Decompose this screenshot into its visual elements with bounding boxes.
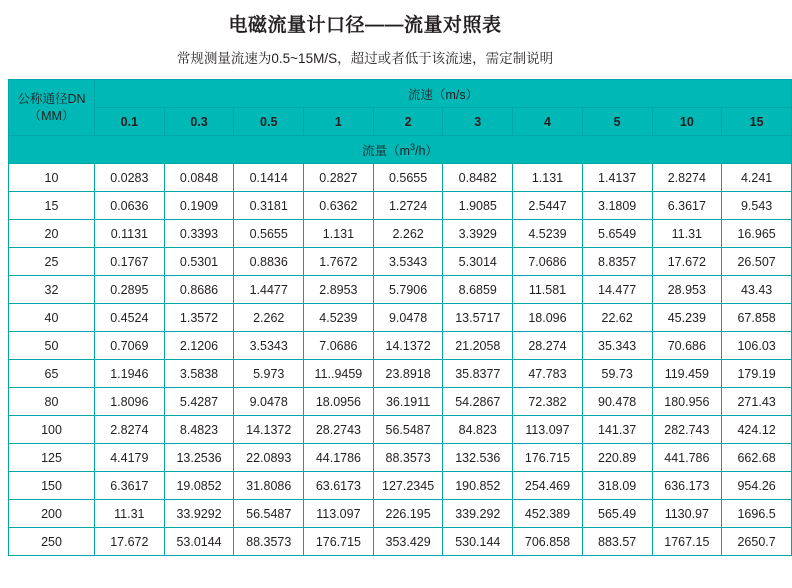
flow-value-cell: 0.5301 (164, 248, 234, 276)
table-row (9, 164, 792, 192)
flow-value-cell: 0.5655 (234, 220, 304, 248)
flow-value-cell: 2.8953 (304, 276, 374, 304)
speed-header-1: 0.3 (164, 108, 234, 136)
table-row (9, 304, 792, 332)
flow-unit-prefix: 流量（m (362, 143, 410, 158)
flow-value-cell: 2.262 (234, 304, 304, 332)
table-row (9, 220, 792, 248)
flow-value-cell: 59.73 (582, 360, 652, 388)
flow-value-cell: 636.173 (652, 472, 722, 500)
flow-value-cell: 5.7906 (373, 276, 443, 304)
flow-value-cell: 0.1414 (234, 164, 304, 192)
flow-value-cell: 2.5447 (513, 192, 583, 220)
flow-value-cell: 2.8274 (652, 164, 722, 192)
flow-value-cell: 530.144 (443, 528, 513, 556)
page-title: 电磁流量计口径——流量对照表 (228, 15, 502, 36)
flow-value-cell: 106.03 (722, 332, 792, 360)
dn-value-cell: 50 (9, 332, 95, 360)
dn-value-cell: 65 (9, 360, 95, 388)
dn-value-cell: 150 (9, 472, 95, 500)
flow-value-cell: 1130.97 (652, 500, 722, 528)
flow-value-cell: 3.5343 (373, 248, 443, 276)
flow-value-cell: 8.6859 (443, 276, 513, 304)
table-row (9, 248, 792, 276)
flow-value-cell: 28.953 (652, 276, 722, 304)
flow-value-cell: 0.0283 (95, 164, 165, 192)
flow-value-cell: 11..9459 (304, 360, 374, 388)
flow-value-cell: 5.4287 (164, 388, 234, 416)
flow-value-cell: 1.2724 (373, 192, 443, 220)
header-row-group (9, 80, 792, 108)
dn-header-line2: （MM） (28, 108, 75, 123)
flow-value-cell: 45.239 (652, 304, 722, 332)
flow-value-cell: 17.672 (652, 248, 722, 276)
flow-value-cell: 954.26 (722, 472, 792, 500)
speed-header-6: 4 (513, 108, 583, 136)
dn-value-cell: 10 (9, 164, 95, 192)
flow-value-cell: 2.1206 (164, 332, 234, 360)
flow-value-cell: 8.8357 (582, 248, 652, 276)
flow-value-cell: 180.956 (652, 388, 722, 416)
flow-value-cell: 11.31 (652, 220, 722, 248)
flow-unit-sup: 3 (409, 141, 415, 152)
speed-header-4: 2 (373, 108, 443, 136)
flow-value-cell: 0.8482 (443, 164, 513, 192)
flow-value-cell: 271.43 (722, 388, 792, 416)
flow-value-cell: 35.8377 (443, 360, 513, 388)
flow-value-cell: 9.543 (722, 192, 792, 220)
flow-value-cell: 1696.5 (722, 500, 792, 528)
flow-value-cell: 53.0144 (164, 528, 234, 556)
flow-value-cell: 13.2536 (164, 444, 234, 472)
flow-rate-table (8, 79, 792, 556)
dn-header-line1: 公称通径DN (17, 91, 86, 106)
flow-value-cell: 318.09 (582, 472, 652, 500)
flow-value-cell: 0.2895 (95, 276, 165, 304)
dn-value-cell: 25 (9, 248, 95, 276)
flow-value-cell: 1767.15 (652, 528, 722, 556)
flow-value-cell: 4.4179 (95, 444, 165, 472)
flow-value-cell: 6.3617 (652, 192, 722, 220)
header-row-speeds (9, 108, 792, 136)
dn-header-cell (9, 80, 95, 136)
flow-value-cell: 113.097 (304, 500, 374, 528)
page-subtitle: 常规测量流速为0.5~15M/S，超过或者低于该流速，需定制说明 (176, 51, 554, 66)
flow-value-cell: 1.8096 (95, 388, 165, 416)
table-row (9, 276, 792, 304)
flow-value-cell: 0.0636 (95, 192, 165, 220)
flow-value-cell: 9.0478 (373, 304, 443, 332)
flow-value-cell: 84.823 (443, 416, 513, 444)
speed-header-8: 10 (652, 108, 722, 136)
flow-value-cell: 0.1909 (164, 192, 234, 220)
flow-value-cell: 706.858 (513, 528, 583, 556)
flow-value-cell: 119.459 (652, 360, 722, 388)
speed-group-header: 流速（m/s） (95, 80, 792, 108)
table-row (9, 388, 792, 416)
table-row (9, 416, 792, 444)
flow-value-cell: 56.5487 (373, 416, 443, 444)
speed-header-3: 1 (304, 108, 374, 136)
flow-value-cell: 353.429 (373, 528, 443, 556)
flow-value-cell: 190.852 (443, 472, 513, 500)
flow-value-cell: 63.6173 (304, 472, 374, 500)
dn-value-cell: 15 (9, 192, 95, 220)
flow-value-cell: 28.2743 (304, 416, 374, 444)
flow-value-cell: 88.3573 (373, 444, 443, 472)
speed-header-5: 3 (443, 108, 513, 136)
dn-value-cell: 125 (9, 444, 95, 472)
flow-value-cell: 5.3014 (443, 248, 513, 276)
flow-value-cell: 90.478 (582, 388, 652, 416)
flow-value-cell: 1.7672 (304, 248, 374, 276)
flow-value-cell: 0.3393 (164, 220, 234, 248)
flow-value-cell: 1.9085 (443, 192, 513, 220)
speed-header-9: 15 (722, 108, 792, 136)
flow-value-cell: 21.2058 (443, 332, 513, 360)
flow-value-cell: 424.12 (722, 416, 792, 444)
flow-unit-suffix: /h） (415, 143, 438, 158)
flow-value-cell: 0.3181 (234, 192, 304, 220)
flow-value-cell: 7.0686 (304, 332, 374, 360)
dn-value-cell: 20 (9, 220, 95, 248)
table-row (9, 500, 792, 528)
flow-value-cell: 282.743 (652, 416, 722, 444)
flow-value-cell: 9.0478 (234, 388, 304, 416)
dn-value-cell: 80 (9, 388, 95, 416)
dn-value-cell: 32 (9, 276, 95, 304)
flow-value-cell: 14.1372 (373, 332, 443, 360)
flow-value-cell: 26.507 (722, 248, 792, 276)
flow-value-cell: 33.9292 (164, 500, 234, 528)
flow-value-cell: 7.0686 (513, 248, 583, 276)
flow-value-cell: 4.5239 (513, 220, 583, 248)
flow-value-cell: 662.68 (722, 444, 792, 472)
flow-value-cell: 35.343 (582, 332, 652, 360)
table-row (9, 528, 792, 556)
flow-value-cell: 0.4524 (95, 304, 165, 332)
flow-value-cell: 0.0848 (164, 164, 234, 192)
flow-value-cell: 0.2827 (304, 164, 374, 192)
flow-value-cell: 8.4823 (164, 416, 234, 444)
flow-value-cell: 14.1372 (234, 416, 304, 444)
flow-value-cell: 22.62 (582, 304, 652, 332)
flow-unit-header (9, 136, 792, 164)
flow-value-cell: 132.536 (443, 444, 513, 472)
flow-value-cell: 23.8918 (373, 360, 443, 388)
dn-value-cell: 200 (9, 500, 95, 528)
flow-value-cell: 0.6362 (304, 192, 374, 220)
flow-value-cell: 13.5717 (443, 304, 513, 332)
flow-value-cell: 452.389 (513, 500, 583, 528)
flow-value-cell: 176.715 (513, 444, 583, 472)
flow-value-cell: 226.195 (373, 500, 443, 528)
flow-value-cell: 441.786 (652, 444, 722, 472)
flow-value-cell: 31.8086 (234, 472, 304, 500)
flow-value-cell: 70.686 (652, 332, 722, 360)
flow-value-cell: 56.5487 (234, 500, 304, 528)
flow-value-cell: 1.4477 (234, 276, 304, 304)
flow-value-cell: 5.6549 (582, 220, 652, 248)
flow-value-cell: 254.469 (513, 472, 583, 500)
flow-value-cell: 0.7069 (95, 332, 165, 360)
flow-value-cell: 127.2345 (373, 472, 443, 500)
flow-value-cell: 113.097 (513, 416, 583, 444)
flow-value-cell: 0.5655 (373, 164, 443, 192)
flow-value-cell: 3.3929 (443, 220, 513, 248)
dn-value-cell: 100 (9, 416, 95, 444)
flow-value-cell: 1.131 (304, 220, 374, 248)
table-row (9, 360, 792, 388)
flow-value-cell: 2650.7 (722, 528, 792, 556)
flow-value-cell: 88.3573 (234, 528, 304, 556)
table-row (9, 472, 792, 500)
flow-value-cell: 220.89 (582, 444, 652, 472)
flow-value-cell: 2.8274 (95, 416, 165, 444)
flow-value-cell: 1.131 (513, 164, 583, 192)
header-row-flow (9, 136, 792, 164)
flow-value-cell: 5.973 (234, 360, 304, 388)
flow-value-cell: 43.43 (722, 276, 792, 304)
speed-header-7: 5 (582, 108, 652, 136)
flow-value-cell: 44.1786 (304, 444, 374, 472)
table-head (9, 80, 792, 164)
flow-value-cell: 18.096 (513, 304, 583, 332)
flow-value-cell: 2.262 (373, 220, 443, 248)
flow-value-cell: 16.965 (722, 220, 792, 248)
flow-value-cell: 565.49 (582, 500, 652, 528)
flow-value-cell: 0.1767 (95, 248, 165, 276)
flow-value-cell: 4.5239 (304, 304, 374, 332)
flow-value-cell: 54.2867 (443, 388, 513, 416)
dn-value-cell: 250 (9, 528, 95, 556)
flow-value-cell: 67.858 (722, 304, 792, 332)
flow-value-cell: 883.57 (582, 528, 652, 556)
flow-value-cell: 28.274 (513, 332, 583, 360)
table-row (9, 332, 792, 360)
flow-value-cell: 4.241 (722, 164, 792, 192)
flow-value-cell: 36.1911 (373, 388, 443, 416)
flow-value-cell: 19.0852 (164, 472, 234, 500)
flow-value-cell: 339.292 (443, 500, 513, 528)
table-row (9, 192, 792, 220)
table-body (9, 164, 792, 556)
dn-value-cell: 40 (9, 304, 95, 332)
flow-value-cell: 0.8836 (234, 248, 304, 276)
flow-value-cell: 1.4137 (582, 164, 652, 192)
flow-value-cell: 0.1131 (95, 220, 165, 248)
flow-value-cell: 6.3617 (95, 472, 165, 500)
flow-value-cell: 1.1946 (95, 360, 165, 388)
flow-value-cell: 17.672 (95, 528, 165, 556)
flow-value-cell: 14.477 (582, 276, 652, 304)
table-row (9, 444, 792, 472)
flow-value-cell: 72.382 (513, 388, 583, 416)
flow-value-cell: 18.0956 (304, 388, 374, 416)
flow-value-cell: 11.31 (95, 500, 165, 528)
flow-value-cell: 47.783 (513, 360, 583, 388)
flow-value-cell: 176.715 (304, 528, 374, 556)
flow-value-cell: 141.37 (582, 416, 652, 444)
speed-header-2: 0.5 (234, 108, 304, 136)
flow-value-cell: 3.5343 (234, 332, 304, 360)
flow-value-cell: 3.5838 (164, 360, 234, 388)
flow-value-cell: 3.1809 (582, 192, 652, 220)
flow-value-cell: 11.581 (513, 276, 583, 304)
speed-header-0: 0.1 (95, 108, 165, 136)
flow-value-cell: 1.3572 (164, 304, 234, 332)
flow-value-cell: 0.8686 (164, 276, 234, 304)
flow-value-cell: 22.0893 (234, 444, 304, 472)
flow-value-cell: 179.19 (722, 360, 792, 388)
